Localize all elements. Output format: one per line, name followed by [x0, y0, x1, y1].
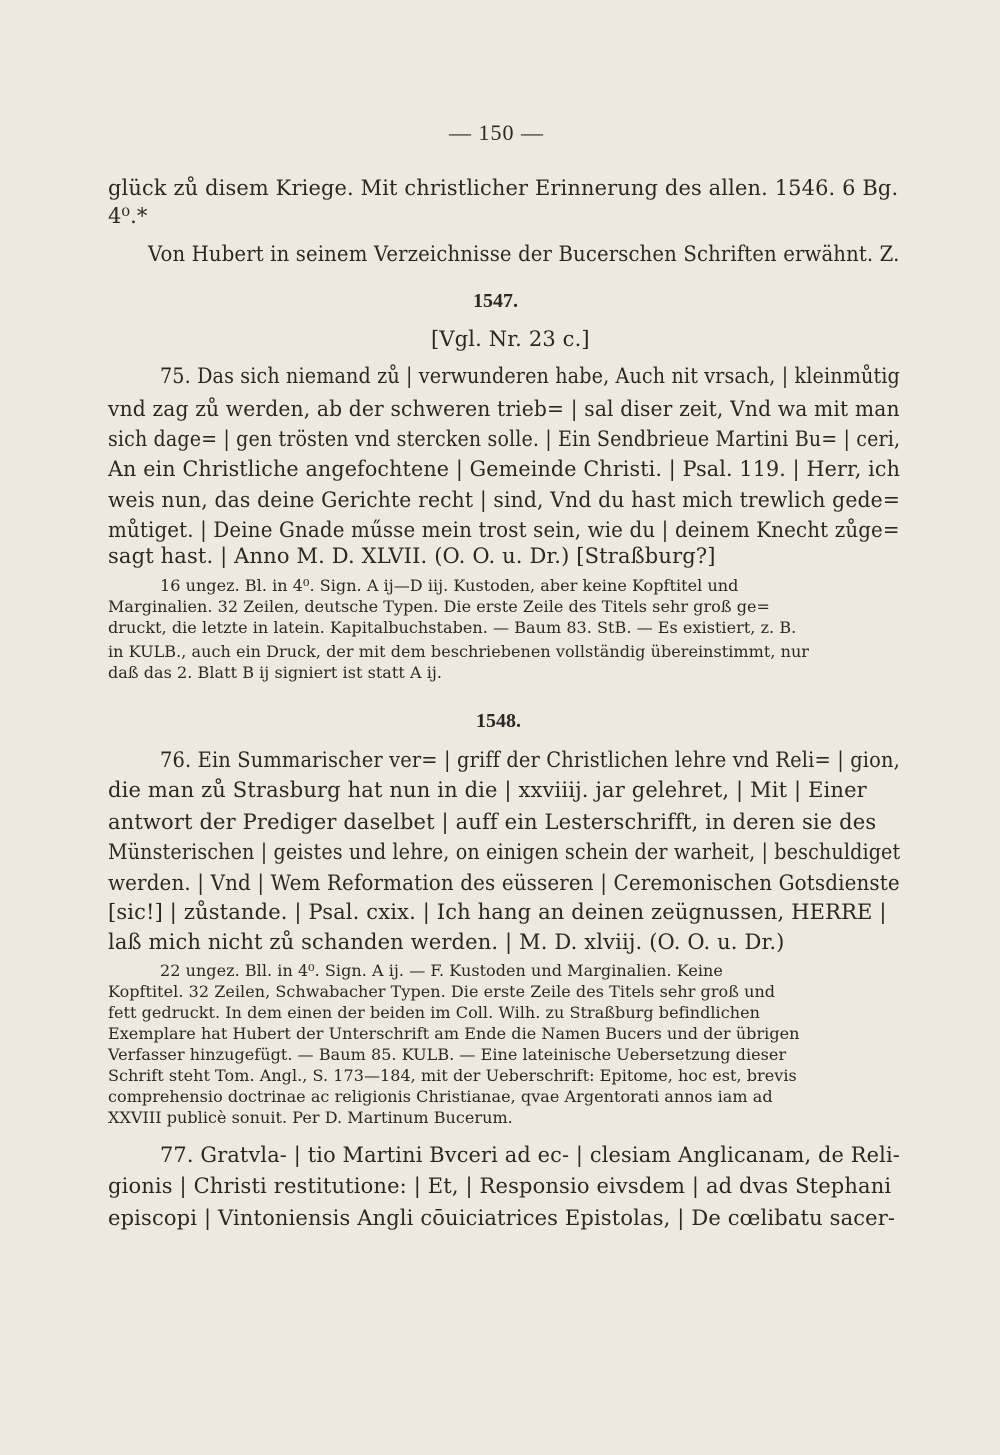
page-number: — 150 —	[449, 120, 544, 145]
entry-76-title-line: 76. Ein Summarischer ver= | griff der Christlichen lehre vnd Reli= | gion,	[160, 748, 900, 772]
cross-reference: [Vgl. Nr. 23 c.]	[431, 327, 590, 351]
entry-76-description-line: XXVIII publicè sonuit. Per D. Martinum Bucerum.	[108, 1108, 513, 1127]
entry-76-description-line: Exemplare hat Hubert der Unterschrift am Ende die Namen Bucers und der übrigen	[108, 1024, 800, 1043]
entry-75-title-line: weis nun, das deine Gerichte recht | sind, Vnd du hast mich trewlich gede=	[108, 488, 901, 512]
entry-75-title-line: sich dage= | gen trösten vnd stercken solle. | Ein Sendbrieue Martini Bu= | ceri,	[108, 427, 901, 451]
year-heading: 1548.	[476, 710, 521, 732]
entry-75-title-line: můtiget. | Deine Gnade műsse mein trost sein, wie du | deinem Knecht zůge=	[108, 518, 900, 542]
entry-75-title-line: sagt hast. | Anno M. D. XLVII. (O. O. u. Dr.) [Straßburg?]	[108, 544, 716, 568]
entry-76-title-line: [sic!] | zůstande. | Psal. cxix. | Ich hang an deinen zeügnussen, HERRE |	[108, 900, 887, 924]
entry-77-title-line: gionis | Christi restitutione: | Et, | Responsio eivsdem | ad dvas Stephani	[108, 1174, 892, 1198]
text-line: 4⁰.*	[108, 204, 148, 228]
entry-76-description-line: comprehensio doctrinae ac religionis Christianae, qvae Argentorati annos iam ad	[108, 1087, 773, 1106]
entry-77-title-line: 77. Gratvla- | tio Martini Bvceri ad ec- | clesiam Anglicanam, de Reli-	[160, 1143, 900, 1167]
entry-76-title-line: laß mich nicht zů schanden werden. | M. D. xlviij. (O. O. u. Dr.)	[108, 930, 785, 954]
entry-76-description-line: fett gedruckt. In dem einen der beiden im Coll. Wilh. zu Straßburg befindlichen	[108, 1003, 760, 1022]
entry-76-description-line: 22 ungez. Bll. in 4⁰. Sign. A ij. — F. Kustoden und Marginalien. Keine	[160, 961, 723, 980]
entry-75-description-line: Marginalien. 32 Zeilen, deutsche Typen. Die erste Zeile des Titels sehr groß ge=	[108, 597, 770, 616]
entry-76-title-line: antwort der Prediger daselbet | auff ein Lesterschrifft, in deren sie des	[108, 810, 877, 834]
entry-75-title-line: vnd zag zů werden, ab der schweren trieb= | sal diser zeit, Vnd wa mit man	[108, 397, 900, 421]
entry-76-description-line: Verfasser hinzugefügt. — Baum 85. KULB. — Eine lateinische Uebersetzung dieser	[108, 1045, 787, 1064]
entry-77-title-line: episcopi | Vintoniensis Angli cōuiciatrices Epistolas, | De cœlibatu sacer-	[108, 1206, 896, 1230]
entry-76-title-line: werden. | Vnd | Wem Reformation des eüsseren | Ceremonischen Gotsdienste	[108, 871, 900, 895]
entry-76-description-line: Kopftitel. 32 Zeilen, Schwabacher Typen. Die erste Zeile des Titels sehr groß und	[108, 982, 776, 1001]
entry-75-description-line: 16 ungez. Bl. in 4⁰. Sign. A ij—D iij. Kustoden, aber keine Kopftitel und	[160, 576, 739, 595]
entry-76-title-line: die man zů Strasburg hat nun in die | xxviiij. jar gelehret, | Mit | Einer	[108, 778, 867, 802]
text-line: glück zů disem Kriege. Mit christlicher Erinnerung des allen. 1546. 6 Bg.	[108, 176, 899, 200]
entry-75-description-line: daß das 2. Blatt B ij signiert ist statt A ij.	[108, 663, 443, 682]
year-heading: 1547.	[473, 290, 518, 312]
entry-75-description-line: in KULB., auch ein Druck, der mit dem beschriebenen vollständig übereinstimmt, nur	[108, 642, 810, 661]
entry-75-description-line: druckt, die letzte in latein. Kapitalbuchstaben. — Baum 83. StB. — Es existiert, z. B.	[108, 618, 797, 637]
entry-75-title-line: 75. Das sich niemand zů | verwunderen habe, Auch nit vrsach, | kleinmůtig	[160, 364, 900, 388]
entry-76-title-line: Münsterischen | geistes und lehre, on einigen schein der warheit, | beschuldiget	[108, 840, 901, 864]
entry-75-title-line: An ein Christliche angefochtene | Gemeinde Christi. | Psal. 119. | Herr, ich	[108, 457, 901, 481]
entry-76-description-line: Schrift steht Tom. Angl., S. 173—184, mit der Ueberschrift: Epitome, hoc est, brevis	[108, 1066, 797, 1085]
note-line: Von Hubert in seinem Verzeichnisse der Bucerschen Schriften erwähnt. Z.	[148, 242, 900, 266]
